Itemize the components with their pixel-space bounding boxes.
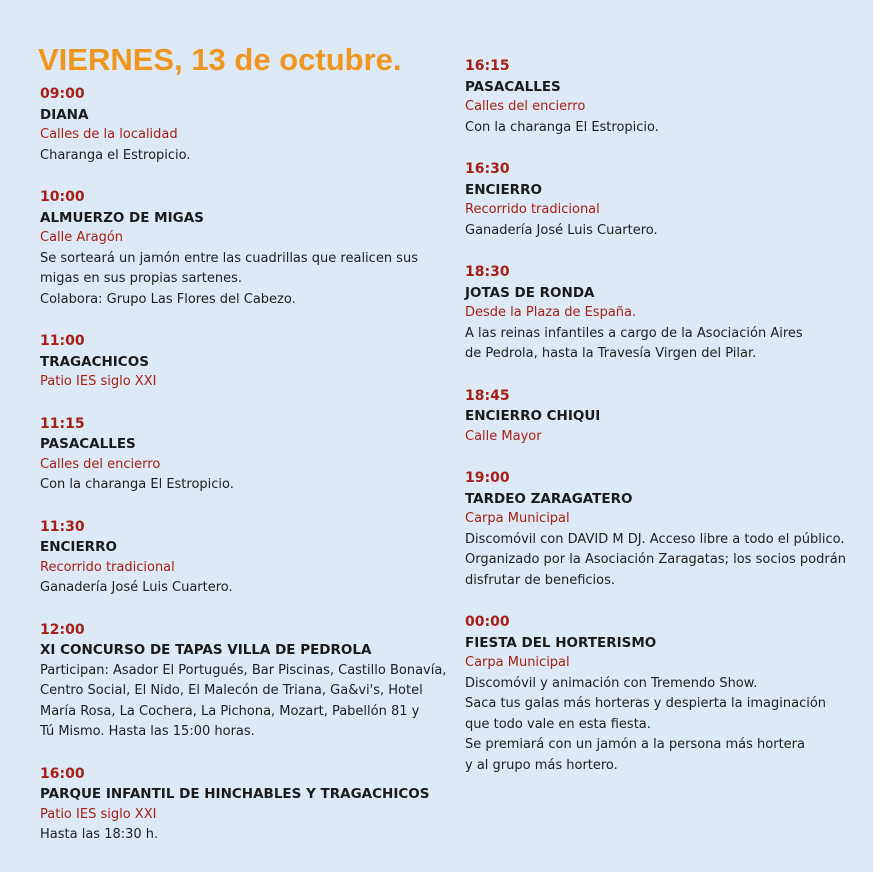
event-time: 18:30 [465, 264, 510, 280]
event-place: Calles del encierro [465, 99, 586, 114]
event-name: FIESTA DEL HORTERISMO [465, 634, 657, 651]
event-time: 19:00 [465, 470, 510, 486]
event-description-line: Charanga el Estropicio. [40, 147, 191, 163]
event-time: 00:00 [465, 614, 510, 630]
event-description-line: y al grupo más hortero. [465, 757, 618, 773]
event-time: 10:00 [40, 189, 85, 205]
event-name: ENCIERRO [40, 539, 117, 555]
event-time: 09:00 [40, 86, 85, 102]
event-name: ENCIERRO [465, 181, 542, 198]
event-place: Calle Mayor [465, 428, 542, 444]
event-description-line: Discomóvil con DAVID M DJ. Acceso libre a todo el público. [465, 531, 845, 547]
event-name: TARDEO ZARAGATERO [465, 490, 633, 507]
event-description-line: Discomóvil y animación con Tremendo Show. [465, 675, 758, 691]
event-place: Recorrido tradicional [40, 559, 175, 575]
event-name: ALMUERZO DE MIGAS [40, 209, 204, 226]
event-time: 11:00 [40, 333, 85, 349]
event-item [40, 517, 440, 599]
event-description-line: Ganadería José Luis Cuartero. [465, 222, 658, 238]
event-description-line: Se sorteará un jamón entre las cuadrillas que realicen sus [40, 250, 418, 266]
event-description-line: Participan: Asador El Portugués, Bar Piscinas, Castillo Bonavía, [40, 662, 447, 678]
event-place: Calle Aragón [40, 230, 124, 245]
event-name: JOTAS DE RONDA [465, 284, 595, 301]
event-item [40, 84, 440, 166]
event-item [40, 331, 440, 393]
event-description-line: Con la charanga El Estropicio. [40, 477, 234, 492]
event-description-line: que todo vale en esta fiesta. [465, 716, 651, 732]
event-description-line: Organizado por la Asociación Zaragatas; los socios podrán [465, 552, 846, 567]
event-time: 18:45 [465, 387, 510, 404]
event-name: XI CONCURSO DE TAPAS VILLA DE PEDROLA [40, 642, 372, 658]
event-time: 16:00 [40, 765, 85, 782]
event-place: Patio IES siglo XXI [40, 374, 157, 389]
page-title: VIERNES, 13 de octubre. [38, 42, 402, 77]
event-place: Patio IES siglo XXI [40, 806, 157, 822]
event-name: PASACALLES [465, 78, 561, 95]
event-item [465, 159, 865, 241]
event-item [40, 764, 440, 846]
event-description-line: A las reinas infantiles a cargo de la Asociación Aires [465, 325, 803, 341]
event-place: Recorrido tradicional [465, 202, 600, 217]
event-time: 16:15 [465, 58, 510, 74]
event-description-line: Tú Mismo. Hasta las 15:00 horas. [40, 724, 255, 739]
event-item [40, 620, 447, 743]
event-name: TRAGACHICOS [40, 353, 149, 370]
event-name: PARQUE INFANTIL DE HINCHABLES Y TRAGACHICOS [40, 786, 430, 802]
event-place: Carpa Municipal [465, 655, 570, 670]
event-time: 11:30 [40, 518, 85, 535]
event-time: 16:30 [465, 161, 510, 177]
event-item [465, 468, 865, 591]
right-column [465, 56, 865, 797]
event-item [465, 612, 865, 776]
event-description-line: Hasta las 18:30 h. [40, 827, 159, 842]
event-description-line: Se premiará con un jamón a la persona más hortera [465, 737, 805, 752]
event-name: DIANA [40, 106, 89, 123]
event-item [465, 262, 865, 365]
event-time: 11:15 [40, 415, 85, 432]
event-description-line: Ganadería José Luis Cuartero. [40, 580, 233, 595]
event-description-line: María Rosa, La Cochera, La Pichona, Mozart, Pabellón 81 y [40, 703, 420, 719]
event-description-line: Con la charanga El Estropicio. [465, 119, 659, 135]
event-place: Carpa Municipal [465, 511, 570, 526]
event-description-line: migas en sus propias sartenes. [40, 271, 243, 286]
event-time: 12:00 [40, 621, 85, 638]
event-place: Calles de la localidad [40, 127, 178, 142]
event-description-line: disfrutar de beneficios. [465, 572, 616, 588]
event-item [40, 187, 440, 310]
event-description-line: Saca tus galas más horteras y despierta la imaginación [465, 696, 827, 711]
event-place: Calles del encierro [40, 456, 161, 472]
event-item [465, 56, 865, 138]
event-place: Desde la Plaza de España. [465, 305, 637, 320]
left-column [40, 84, 447, 867]
event-item [40, 414, 440, 496]
event-description-line: de Pedrola, hasta la Travesía Virgen del Pilar. [465, 346, 757, 361]
event-name: PASACALLES [40, 436, 136, 452]
event-description-line: Centro Social, El Nido, El Malecón de Triana, Ga&vi's, Hotel [40, 683, 423, 698]
event-description-line: Colabora: Grupo Las Flores del Cabezo. [40, 291, 296, 307]
event-item [465, 386, 865, 448]
event-name: ENCIERRO CHIQUI [465, 408, 601, 424]
